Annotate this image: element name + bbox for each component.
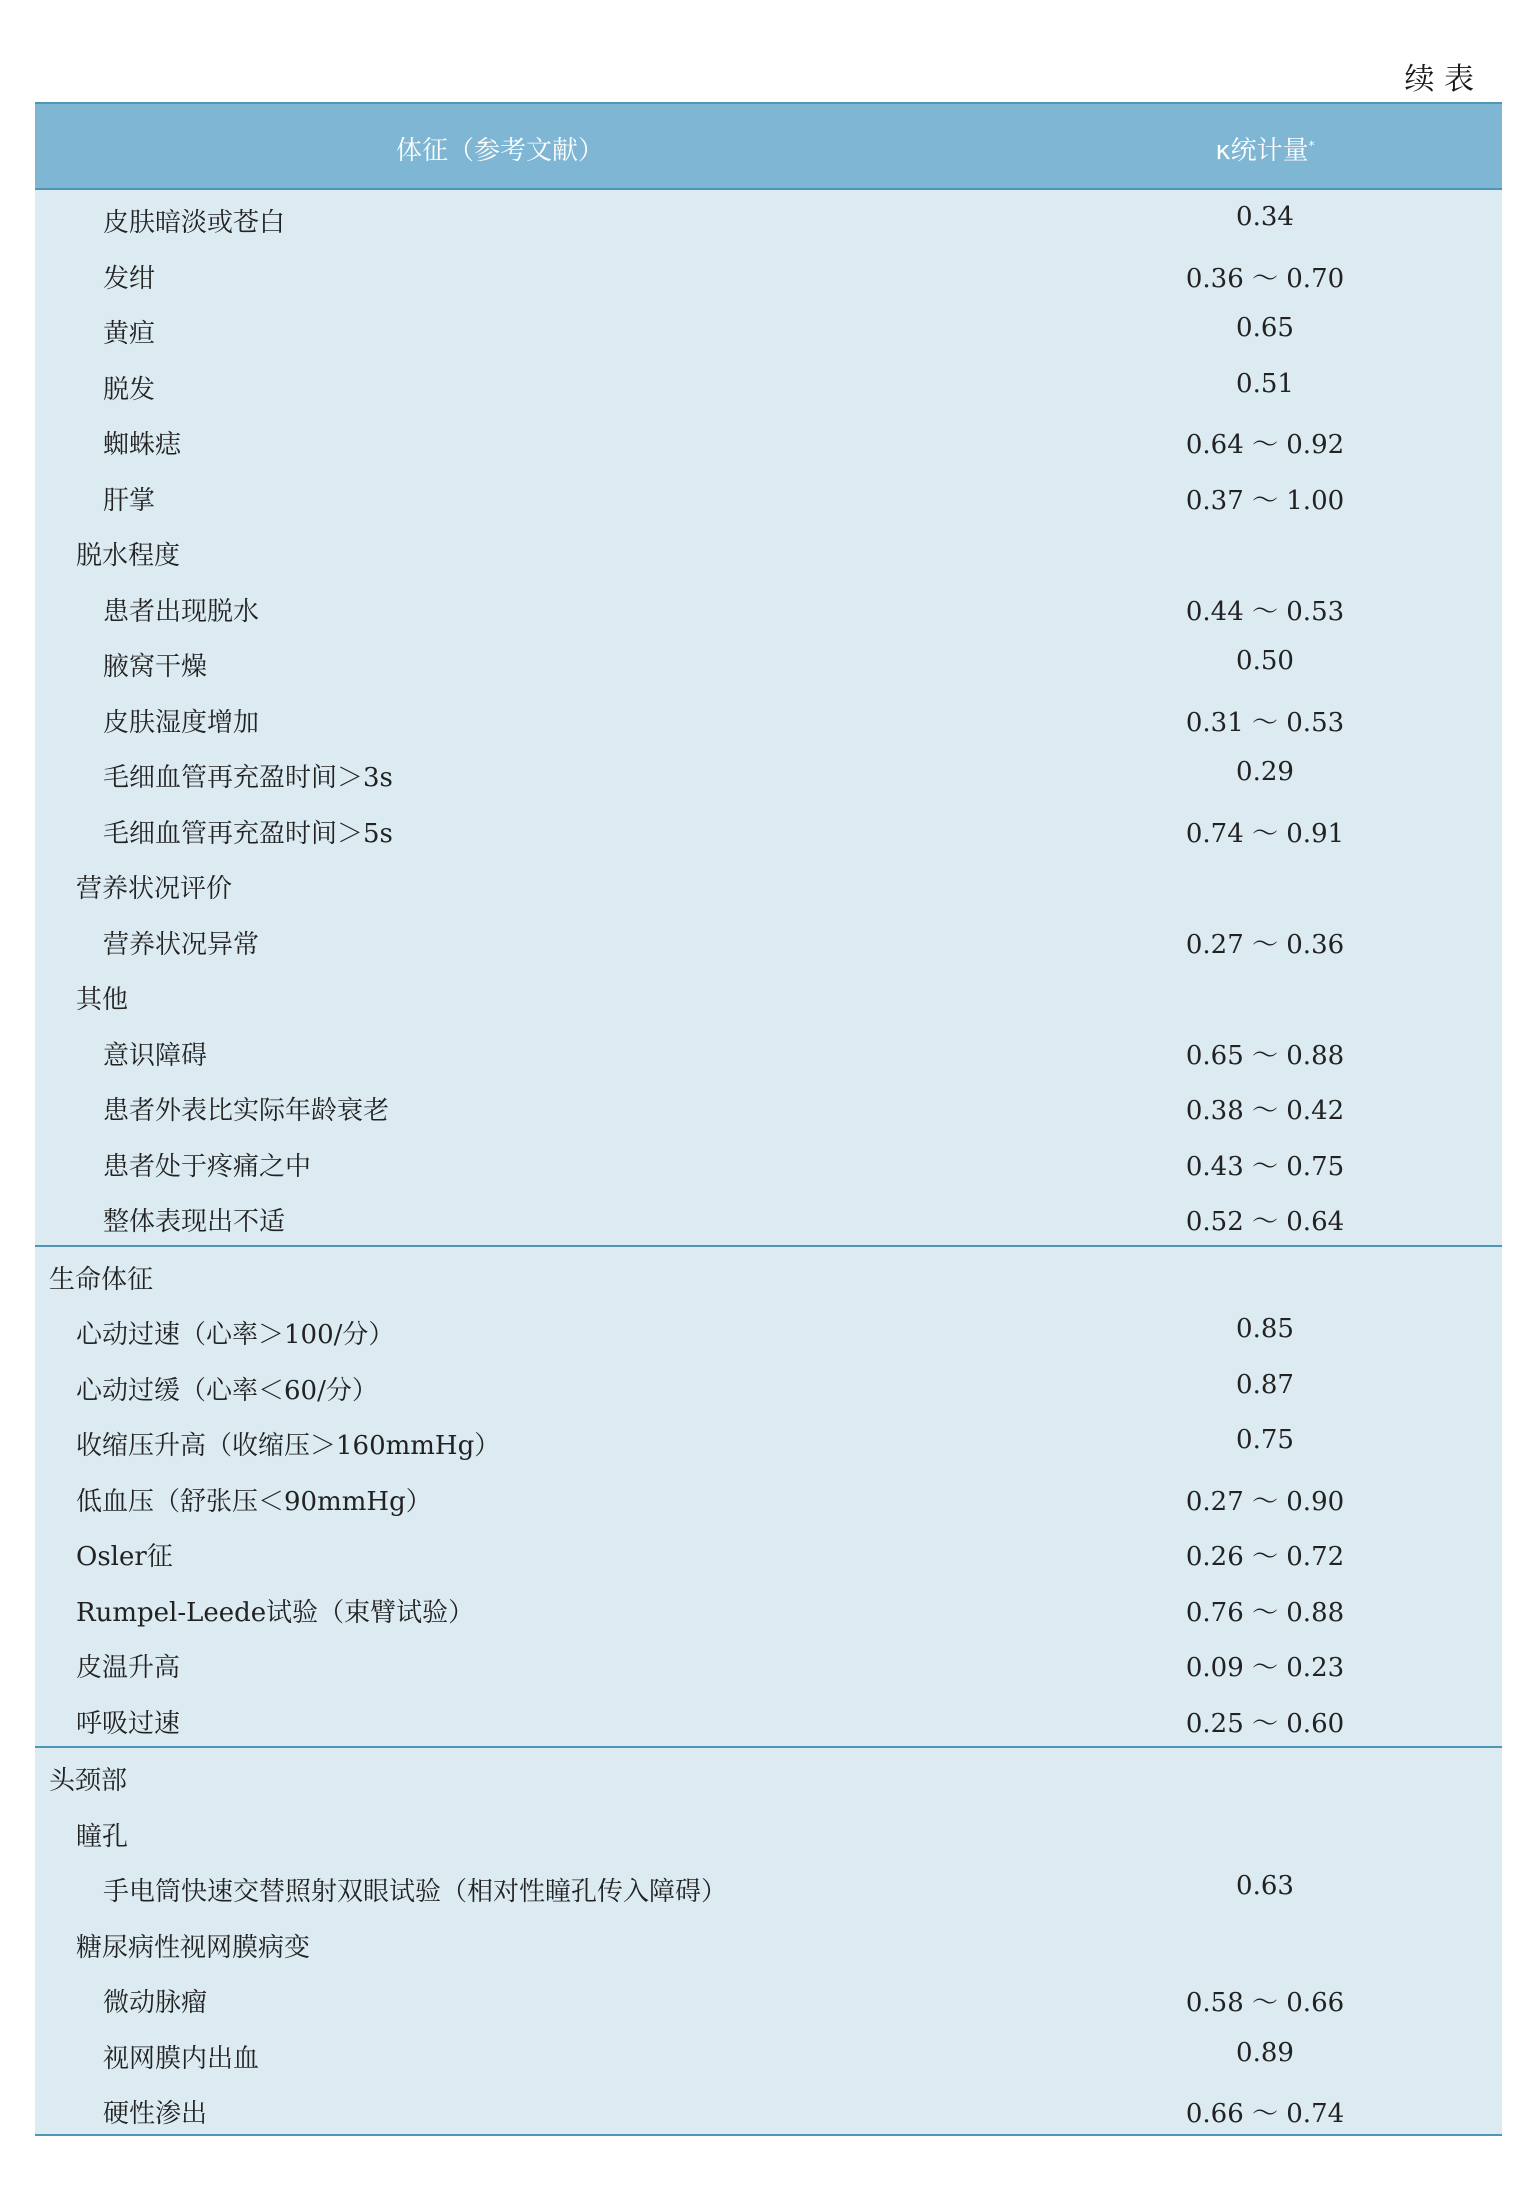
sign-label: 视网膜内出血: [103, 2043, 260, 2074]
kappa-value: 0.36 ～ 0.70: [1185, 263, 1345, 294]
table-row: [35, 1413, 1502, 1469]
sign-label: 黄疸: [103, 319, 156, 349]
sign-label: 低血压（舒张压＜90mmHg）: [76, 1486, 432, 1517]
table-row: [35, 1915, 1502, 1971]
table-row: [35, 2026, 1502, 2082]
kappa-value: 0.31 ～ 0.53: [1185, 707, 1345, 738]
table-row: [35, 801, 1502, 857]
kappa-value: 0.25 ～ 0.60: [1185, 1708, 1345, 1739]
continued-label: 续 表: [1404, 62, 1474, 97]
sign-label: 腋窝干燥: [103, 652, 208, 682]
table-row: [35, 468, 1502, 524]
table-row: [35, 690, 1502, 746]
table-row: [35, 1524, 1502, 1580]
table-row: [35, 523, 1502, 579]
kappa-table: [35, 102, 1502, 2136]
table-row: [35, 912, 1502, 968]
sign-label: Osler征: [76, 1542, 173, 1572]
sign-label: 毛细血管再充盈时间＞3s: [103, 763, 393, 793]
sign-label: 发绀: [103, 263, 156, 294]
kappa-value: 0.85: [1236, 1314, 1294, 1344]
sign-label: 收缩压升高（收缩压＞160mmHg）: [76, 1431, 501, 1461]
kappa-value: 0.89: [1236, 2037, 1294, 2068]
sign-label: 皮温升高: [76, 1653, 181, 1683]
header-sign: 体征（参考文献）: [395, 136, 604, 166]
sign-label: 头颈部: [49, 1766, 128, 1796]
kappa-value: 0.44 ～ 0.53: [1185, 596, 1345, 627]
kappa-value: 0.63: [1236, 1871, 1294, 1901]
sign-label: 手电筒快速交替照射双眼试验（相对性瞳孔传入障碍）: [103, 1877, 728, 1907]
kappa-value: 0.65: [1236, 313, 1294, 343]
sign-label: 呼吸过速: [76, 1708, 181, 1739]
header-kappa-label: κ统计量: [1215, 136, 1309, 166]
kappa-value: 0.74 ～ 0.91: [1185, 818, 1345, 849]
kappa-value: 0.75: [1236, 1425, 1294, 1455]
sign-label: 脱发: [103, 374, 156, 405]
table-row: [35, 745, 1502, 801]
section-row: [35, 1245, 1502, 1303]
table-row: [35, 1804, 1502, 1860]
sign-label: 毛细血管再充盈时间＞5s: [103, 818, 393, 849]
kappa-value: 0.76 ～ 0.88: [1185, 1597, 1345, 1628]
sign-label: 硬性渗出: [103, 2099, 208, 2129]
sign-label: 皮肤湿度增加: [103, 707, 260, 738]
table-row: [35, 2081, 1502, 2137]
kappa-value: 0.65 ～ 0.88: [1185, 1040, 1345, 1071]
sign-label: 脱水程度: [76, 541, 181, 571]
kappa-value: 0.37 ～ 1.00: [1185, 485, 1345, 516]
sign-label: 患者处于疼痛之中: [103, 1151, 312, 1182]
kappa-value: 0.34: [1236, 202, 1294, 232]
table-row: [35, 301, 1502, 357]
table-row: [35, 579, 1502, 635]
table-row: [35, 190, 1502, 246]
sign-label: 患者出现脱水: [103, 596, 260, 627]
table-row: [35, 1469, 1502, 1525]
sign-label: 瞳孔: [76, 1821, 129, 1852]
table-row: [35, 856, 1502, 912]
sign-label: 其他: [76, 985, 129, 1015]
table-row: [35, 357, 1502, 413]
sign-label: 心动过速（心率＞100/分）: [76, 1320, 395, 1350]
table-header: [35, 104, 1502, 190]
sign-label: 肝掌: [103, 485, 156, 516]
table-row: [35, 1134, 1502, 1190]
table-row: [35, 1691, 1502, 1747]
sign-label: 患者外表比实际年龄衰老: [103, 1096, 390, 1126]
table-row: [35, 412, 1502, 468]
table-row: [35, 1189, 1502, 1245]
kappa-value: 0.66 ～ 0.74: [1185, 2099, 1345, 2129]
sign-label: 皮肤暗淡或苍白: [103, 208, 286, 238]
kappa-value: 0.43 ～ 0.75: [1185, 1151, 1345, 1182]
table-row: [35, 1358, 1502, 1414]
table-row: [35, 1580, 1502, 1636]
kappa-value: 0.29: [1236, 757, 1294, 787]
table-row: [35, 1859, 1502, 1915]
sign-label: 微动脉瘤: [103, 1988, 208, 2018]
sign-label: 糖尿病性视网膜病变: [76, 1932, 311, 1963]
sign-label: 心动过缓（心率＜60/分）: [76, 1375, 378, 1406]
kappa-value: 0.87: [1236, 1369, 1294, 1400]
sign-label: 营养状况异常: [103, 929, 260, 960]
header-kappa-mark: *: [1308, 138, 1315, 153]
table-row: [35, 1023, 1502, 1079]
table-body: [35, 190, 1502, 2137]
kappa-value: 0.50: [1236, 646, 1294, 676]
table-row: [35, 967, 1502, 1023]
table-row: [35, 634, 1502, 690]
sign-label: 整体表现出不适: [103, 1207, 286, 1237]
kappa-value: 0.38 ～ 0.42: [1185, 1096, 1345, 1126]
kappa-value: 0.51: [1236, 368, 1294, 399]
sign-label: 营养状况评价: [76, 874, 233, 904]
kappa-value: 0.27 ～ 0.36: [1185, 929, 1345, 960]
kappa-value: 0.58 ～ 0.66: [1185, 1988, 1345, 2018]
table-row: [35, 1078, 1502, 1134]
table-row: [35, 1635, 1502, 1691]
header-kappa: [1125, 130, 1405, 167]
sign-label: 蜘蛛痣: [103, 430, 182, 460]
table-row: [35, 1302, 1502, 1358]
table-row: [35, 246, 1502, 302]
kappa-value: 0.52 ～ 0.64: [1185, 1207, 1345, 1237]
kappa-value: 0.26 ～ 0.72: [1185, 1542, 1345, 1572]
table-row: [35, 1970, 1502, 2026]
sign-label: 意识障碍: [103, 1040, 208, 1071]
kappa-value: 0.09 ～ 0.23: [1185, 1653, 1345, 1683]
sign-label: 生命体征: [49, 1264, 154, 1295]
sign-label: Rumpel-Leede试验（束臂试验）: [76, 1597, 475, 1628]
kappa-value: 0.64 ～ 0.92: [1185, 430, 1345, 460]
section-row: [35, 1746, 1502, 1804]
kappa-value: 0.27 ～ 0.90: [1185, 1486, 1345, 1517]
